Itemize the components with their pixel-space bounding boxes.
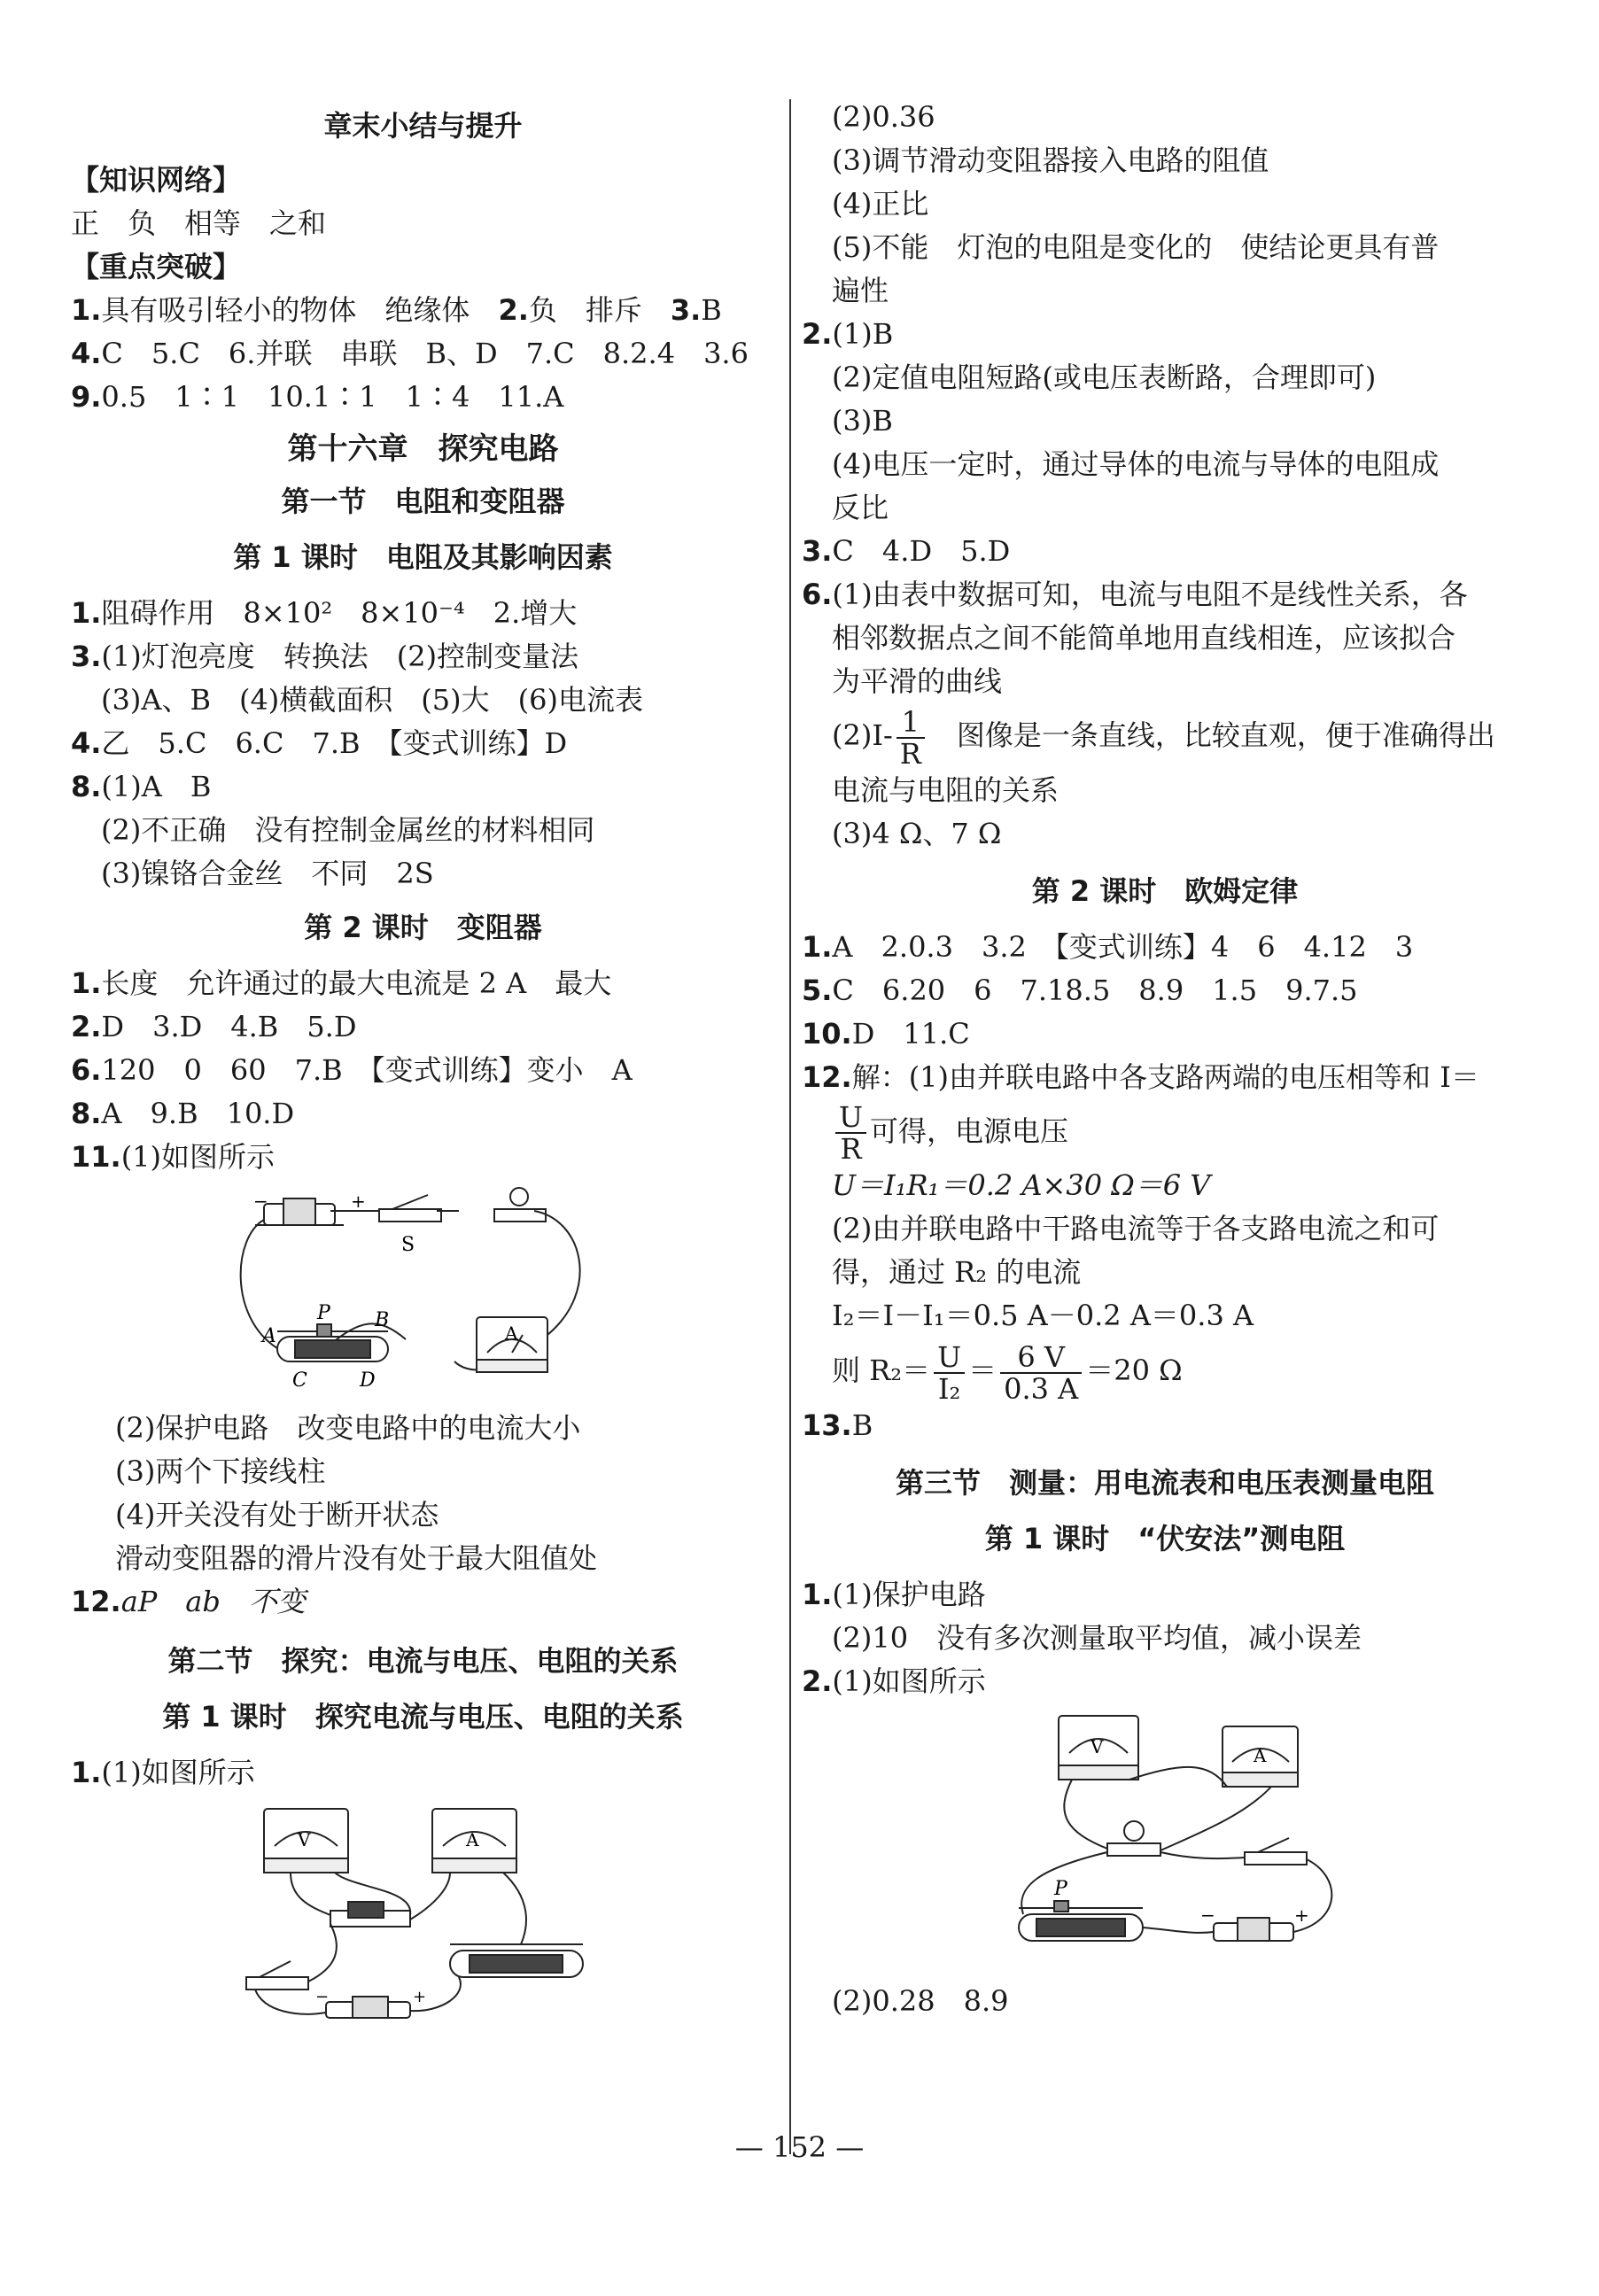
key-points-line-3: 9.0.5 1∶1 10.1∶1 1∶4 11.A — [71, 380, 564, 414]
ammeter-label: A — [504, 1323, 517, 1344]
rheostat-b-label: B — [374, 1309, 389, 1331]
l1-answer-3b: (3)A、B (4)横截面积 (5)大 (6)电流表 — [101, 683, 643, 717]
r-answer-2-3: (3)B — [832, 404, 893, 438]
r-answer-2-1: 2.(1)B — [802, 317, 894, 351]
ammeter2-label: A — [465, 1829, 478, 1850]
battery-plus-label: + — [350, 1191, 366, 1212]
l2-answer-11b: (2)保护电路 改变电路中的电流大小 — [115, 1411, 581, 1445]
right-column — [802, 96, 1528, 2023]
m-answer-1b: (2)10 没有多次测量取平均值，减小误差 — [832, 1620, 1362, 1655]
l2-answer-12: 12.aP ab 不变 — [71, 1585, 306, 1618]
left-column — [71, 99, 775, 2027]
r-answer-6d: (2)I- $\frac{1}{R}$ 图像是一条直线，比较直观，便于准确得出 — [832, 704, 1495, 771]
o-answer-10: 10.D 11.C — [802, 1016, 970, 1051]
r-answer-2-4b: 反比 — [832, 491, 889, 524]
battery2-minus-label: − — [314, 1988, 329, 2006]
o-answer-1: 1.A 2.0.3 3.2 【变式训练】4 6 4.12 3 — [802, 929, 1414, 964]
page-number: — 152 — — [734, 2130, 865, 2164]
l2-answer-11: 11.(1)如图所示 — [71, 1140, 276, 1174]
o-answer-12f: I₂＝I－I₁＝0.5 A－0.2 A＝0.3 A — [832, 1299, 1254, 1332]
l2-answer-11d: (4)开关没有处于断开状态 — [115, 1498, 439, 1532]
l1-answer-3a: 3.(1)灯泡亮度 转换法 (2)控制变量法 — [71, 640, 579, 673]
rheostat-a-label: A — [261, 1325, 276, 1347]
r-answer-1-4: (4)正比 — [832, 187, 929, 221]
chapter16-title: 第十六章 探究电路 — [287, 431, 559, 467]
rheostat3-p-label: P — [1054, 1877, 1067, 1900]
r-answer-6e: 电流与电阻的关系 — [832, 772, 1060, 807]
battery3-plus-label: + — [1294, 1904, 1309, 1926]
switch-label: S — [400, 1234, 415, 1256]
rheostat-c-label: C — [291, 1369, 307, 1392]
r-answer-2-2: (2)定值电阻短路(或电压表断路，合理即可) — [832, 361, 1377, 394]
battery-minus-label: − — [252, 1191, 268, 1212]
voltmeter3-label: V — [1091, 1735, 1104, 1757]
o-answer-12d: (2)由并联电路中干路电流等于各支路电流之和可 — [832, 1212, 1440, 1245]
knowledge-network-label: 【知识网络】 — [71, 163, 242, 197]
lesson2-title: 第 2 课时 变阻器 — [304, 911, 542, 944]
section1-title: 第一节 电阻和变阻器 — [281, 485, 565, 518]
s2-answer-1: 1.(1)如图所示 — [71, 1756, 255, 1789]
circuit-figure-voltammetry — [1005, 1709, 1378, 1974]
chapter-summary-title: 章末小结与提升 — [323, 109, 523, 143]
r-answer-6a: 6.(1)由表中数据可知，电流与电阻不是线性关系，各 — [802, 578, 1468, 611]
r-answer-1-5b: 遍性 — [832, 274, 889, 307]
r-answer-1-5a: (5)不能 灯泡的电阻是变化的 使结论更具有普 — [832, 230, 1440, 264]
key-points-label: 【重点突破】 — [71, 250, 242, 283]
l2-answer-1: 1.长度 允许通过的最大电流是 2 A 最大 — [71, 966, 612, 1000]
column-divider — [789, 99, 791, 2154]
l1-answer-4: 4.乙 5.C 6.C 7.B 【变式训练】D — [71, 726, 568, 760]
m-answer-2b: (2)0.28 8.9 — [832, 1983, 1009, 2018]
battery2-plus-label: + — [412, 1988, 426, 2006]
fraction-1-over-r: $\frac{1}{R}$ — [897, 707, 925, 769]
r-answer-6b: 相邻数据点之间不能简单地用直线相连，应该拟合 — [832, 621, 1456, 655]
o-answer-12g: 则 R₂＝ $\frac{U}{\text{I₂}}$ ＝ $\frac{6 V}{0.3 A}$ ＝20 Ω — [832, 1339, 1183, 1406]
lesson2-1-title: 第 1 课时 探究电流与电压、电阻的关系 — [162, 1700, 684, 1734]
l2-answer-11e: 滑动变阻器的滑片没有处于最大阻值处 — [115, 1541, 598, 1575]
o-answer-12c: U＝I₁R₁＝0.2 A×30 Ω＝6 V — [832, 1168, 1211, 1202]
battery3-minus-label: − — [1200, 1904, 1215, 1926]
m-answer-2: 2.(1)如图所示 — [802, 1664, 986, 1698]
voltmeter-label: V — [297, 1829, 310, 1850]
section3-title: 第三节 测量：用电流表和电压表测量电阻 — [895, 1465, 1434, 1500]
key-points-line-1: 1.具有吸引轻小的物体 绝缘体 2.负 排斥 3.B — [71, 293, 722, 327]
o-answer-12a: 12.解：(1)由并联电路中各支路两端的电压相等和 I＝ — [802, 1059, 1479, 1094]
key-points-line-2: 4.C 5.C 6.并联 串联 B、D 7.C 8.2.4 3.6 — [71, 337, 749, 370]
o-answer-5: 5.C 6.20 6 7.18.5 8.9 1.5 9.7.5 — [802, 973, 1358, 1007]
l2-answer-8: 8.A 9.B 10.D — [71, 1097, 295, 1130]
rheostat-d-label: D — [359, 1369, 376, 1392]
ammeter3-label: A — [1254, 1744, 1267, 1766]
circuit-figure-rheostat — [229, 1184, 618, 1401]
l2-answer-2: 2.D 3.D 4.B 5.D — [71, 1010, 357, 1043]
circuit-figure-voltmeter-ammeter — [237, 1800, 609, 2021]
l2-answer-6: 6.120 0 60 7.B 【变式训练】变小 A — [71, 1053, 633, 1087]
fraction-6v-over-03a: $\frac{6 V}{0.3 A}$ — [1000, 1342, 1082, 1404]
r-answer-3: 3.C 4.D 5.D — [802, 534, 1011, 568]
lesson1-title: 第 1 课时 电阻及其影响因素 — [233, 540, 613, 574]
r-answer-1-2: (2)0.36 — [832, 100, 935, 134]
m-answer-1a: 1.(1)保护电路 — [802, 1577, 986, 1611]
r-answer-1-3: (3)调节滑动变阻器接入电路的阻值 — [832, 144, 1269, 177]
rheostat-p-label: P — [316, 1302, 330, 1324]
fraction-u-over-i2: $\frac{U}{\text{I₂}}$ — [934, 1342, 965, 1404]
lesson-ohm-title: 第 2 课时 欧姆定律 — [1031, 873, 1299, 908]
r-answer-6c: 为平滑的曲线 — [832, 664, 1003, 698]
o-answer-12e: 得，通过 R₂ 的电流 — [832, 1255, 1082, 1289]
l1-answer-8c: (3)镍铬合金丝 不同 2S — [101, 857, 434, 890]
o-answer-13: 13.B — [802, 1408, 873, 1442]
fraction-u-over-r: $\frac{U}{R}$ — [835, 1102, 866, 1164]
l1-answer-8b: (2)不正确 没有控制金属丝的材料相同 — [101, 813, 595, 847]
r-answer-2-4a: (4)电压一定时，通过导体的电流与导体的电阻成 — [832, 447, 1440, 481]
lesson3-1-title: 第 1 课时 “伏安法”测电阻 — [984, 1521, 1346, 1555]
l1-answer-8a: 8.(1)A B — [71, 770, 212, 803]
r-answer-6f: (3)4 Ω、7 Ω — [832, 816, 1002, 850]
section2-title: 第二节 探究：电流与电压、电阻的关系 — [167, 1644, 679, 1678]
o-answer-12b: $\frac{U}{R}$ 可得，电源电压 — [802, 1099, 1528, 1165]
knowledge-network-answer: 正 负 相等 之和 — [71, 206, 327, 240]
l1-answer-1: 1.阻碍作用 8×10² 8×10⁻⁴ 2.增大 — [71, 596, 578, 630]
l2-answer-11c: (3)两个下接线柱 — [115, 1454, 326, 1488]
